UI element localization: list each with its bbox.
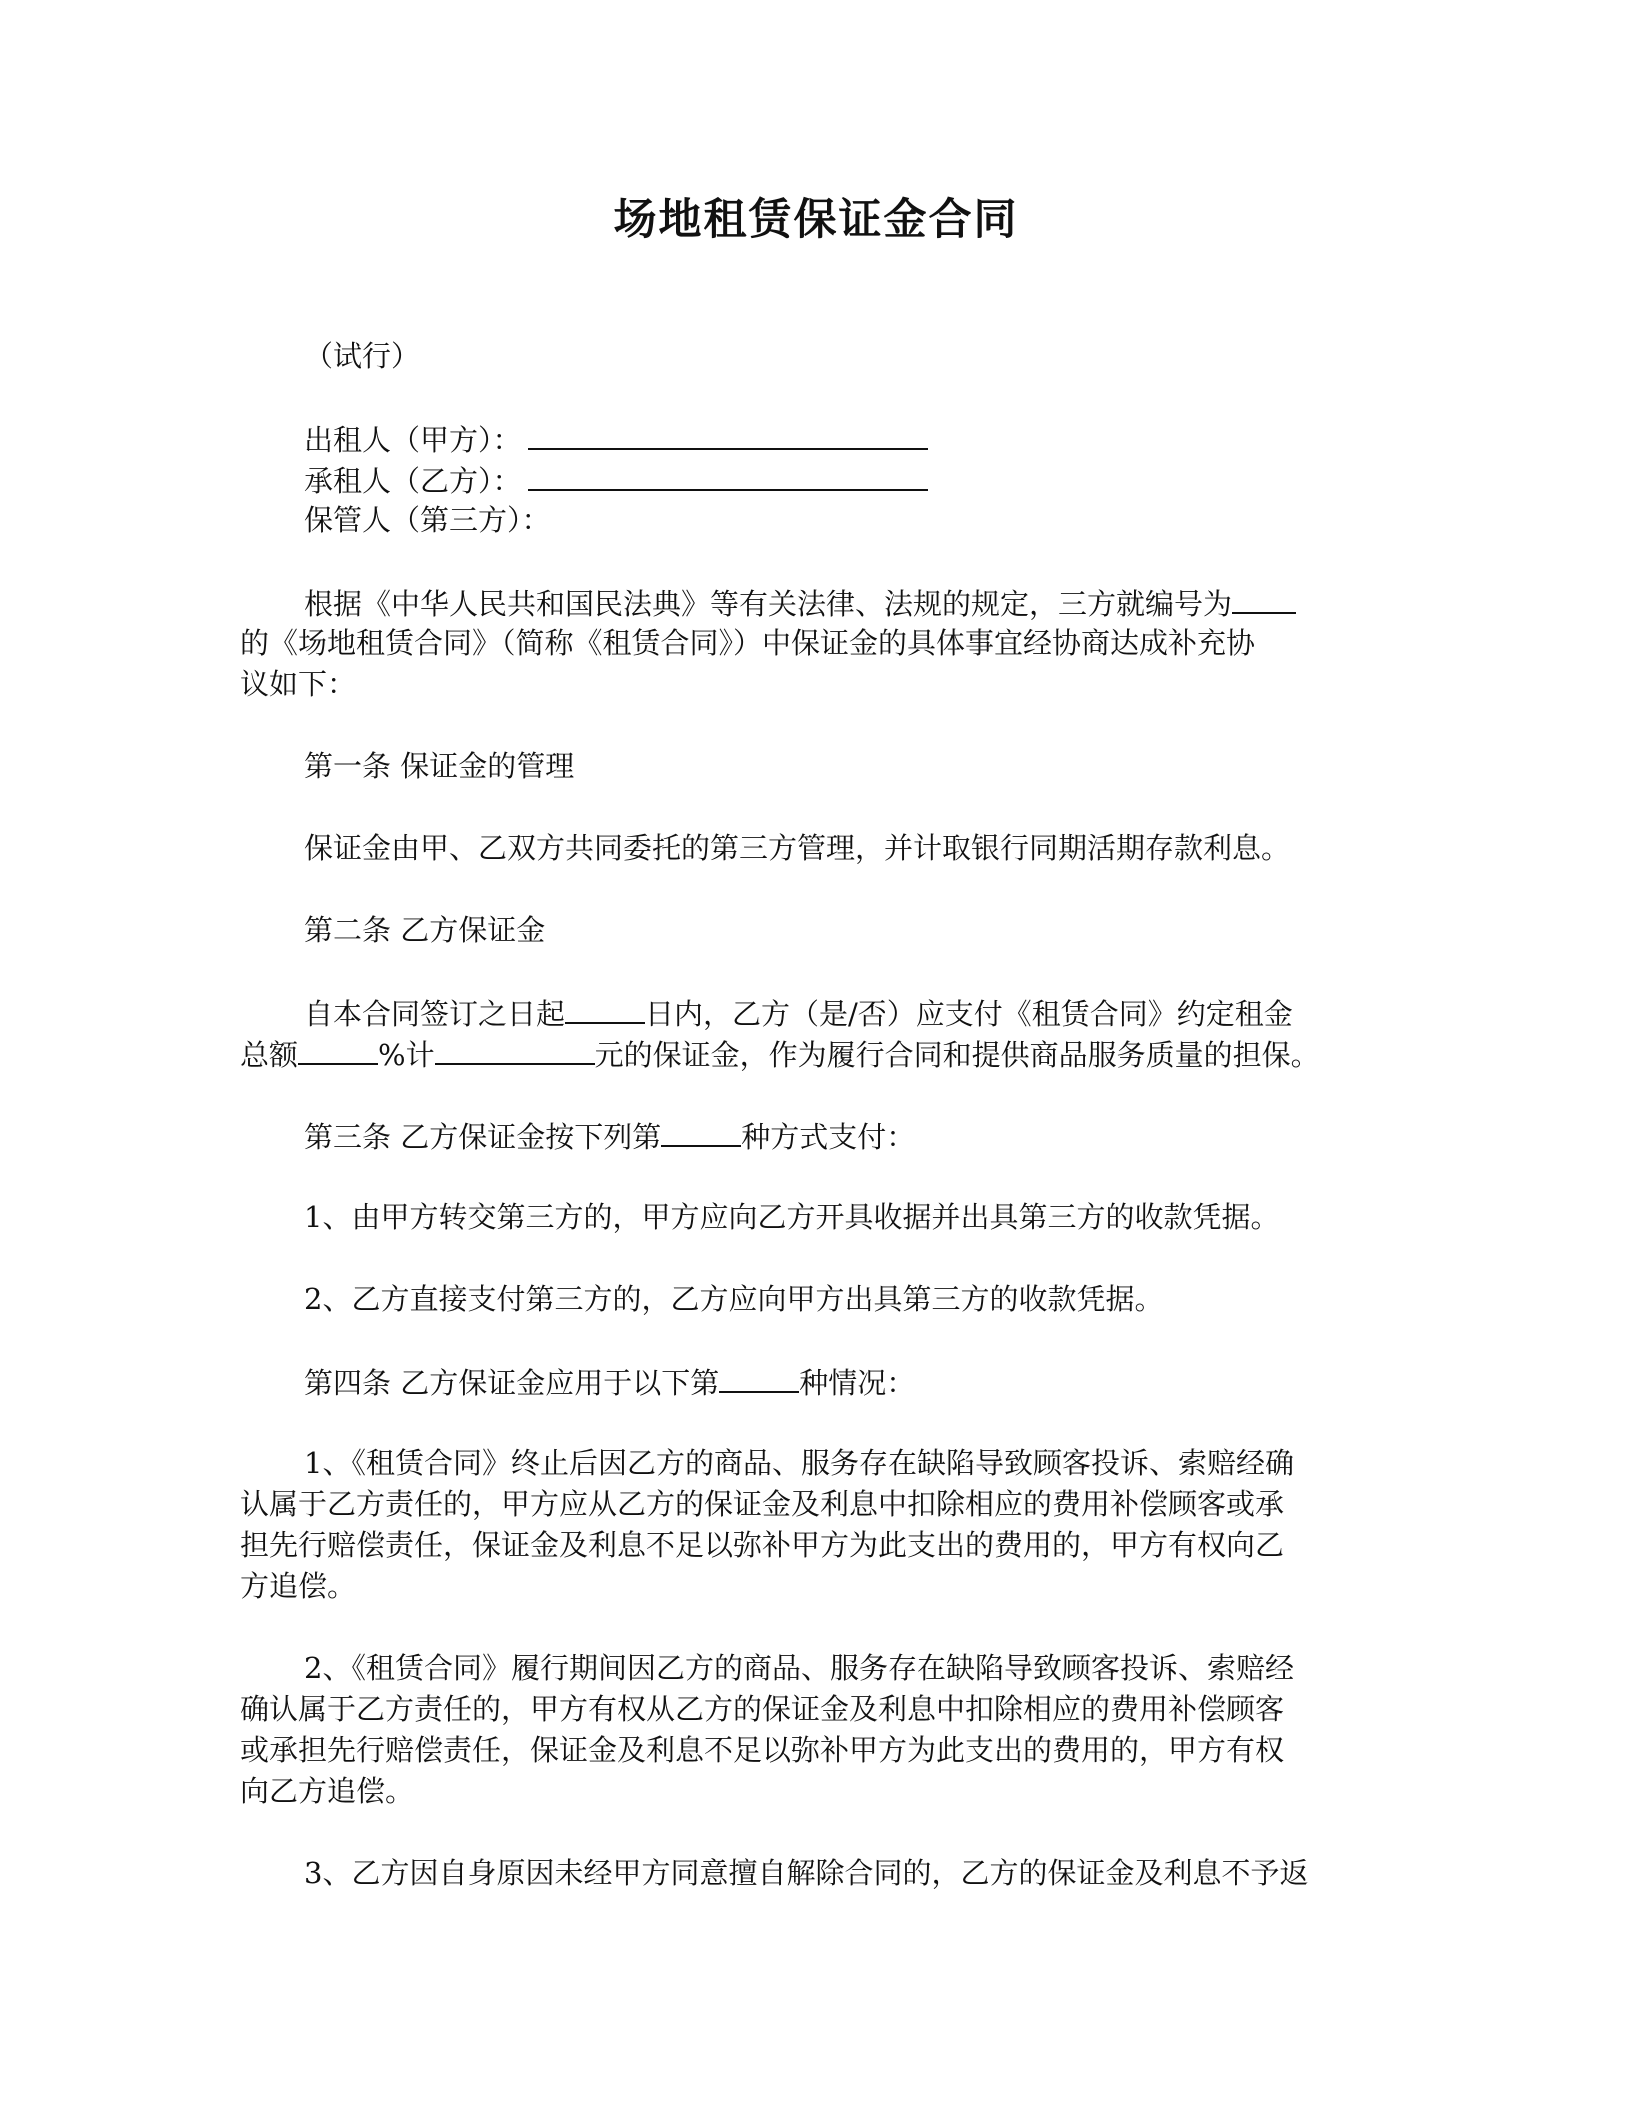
article-4-item-2-line-3: 或承担先行赔偿责任，保证金及利息不足以弥补甲方为此支出的费用的，甲方有权 — [240, 1733, 1285, 1767]
lessee-label: 承租人（乙方）： — [304, 464, 522, 498]
article-4-item-2-line-4: 向乙方追偿。 — [240, 1774, 415, 1808]
article-4-item-2-line-1: 2、《租赁合同》履行期间因乙方的商品、服务存在缺陷导致顾客投诉、索赔经 — [304, 1651, 1294, 1685]
article-2-text-1a: 自本合同签订之日起 — [304, 997, 566, 1031]
usage-case-blank — [719, 1361, 799, 1393]
article-2-line-1 — [304, 992, 1444, 1035]
article-2-heading: 第二条 乙方保证金 — [304, 913, 546, 947]
article-2-text-2a: 总额 — [240, 1038, 299, 1072]
article-4-item-3-line-1: 3、乙方因自身原因未经甲方同意擅自解除合同的，乙方的保证金及利息不予返 — [304, 1856, 1309, 1890]
intro-text-1: 根据《中华人民共和国民法典》等有关法律、法规的规定，三方就编号为 — [304, 587, 1233, 621]
article-3-text-b: 种方式支付： — [741, 1120, 916, 1154]
contract-number-blank — [1232, 582, 1296, 614]
article-3-text-a: 第三条 乙方保证金按下列第 — [304, 1120, 662, 1154]
article-4-text-a: 第四条 乙方保证金应用于以下第 — [304, 1366, 720, 1400]
percent-blank — [298, 1033, 378, 1065]
trial-label: （试行） — [304, 339, 421, 373]
article-2-text-2c: 元的保证金，作为履行合同和提供商品服务质量的担保。 — [594, 1038, 1320, 1072]
article-4-item-2-line-2: 确认属于乙方责任的，甲方有权从乙方的保证金及利息中扣除相应的费用补偿顾客 — [240, 1692, 1285, 1726]
intro-line-2: 的《场地租赁合同》（简称《租赁合同》）中保证金的具体事宜经协商达成补充协 — [240, 626, 1256, 660]
article-3-heading — [304, 1115, 1444, 1158]
lessee-blank — [528, 459, 928, 491]
article-2-text-1b: 日内，乙方（是/否）应支付《租赁合同》约定租金 — [645, 997, 1293, 1031]
days-blank — [565, 992, 645, 1024]
article-2-line-2 — [240, 1033, 1380, 1076]
article-4-heading — [304, 1361, 1444, 1404]
article-4-text-b: 种情况： — [799, 1366, 916, 1400]
article-3-item-1: 1、由甲方转交第三方的，甲方应向乙方开具收据并出具第三方的收款凭据。 — [304, 1200, 1280, 1234]
lessor-line — [304, 418, 1444, 461]
article-3-item-2: 2、乙方直接支付第三方的，乙方应向甲方出具第三方的收款凭据。 — [304, 1282, 1164, 1316]
document-title: 场地租赁保证金合同 — [613, 195, 1019, 245]
article-2-text-2b: %计 — [378, 1038, 435, 1072]
intro-line-3: 议如下： — [240, 667, 357, 701]
article-1-body: 保证金由甲、乙双方共同委托的第三方管理，并计取银行同期活期存款利息。 — [304, 831, 1291, 865]
custodian-line — [304, 500, 1444, 541]
lessee-line — [304, 459, 1444, 502]
lessor-label: 出租人（甲方）： — [304, 423, 522, 457]
payment-method-blank — [661, 1115, 741, 1147]
lessor-blank — [528, 418, 928, 450]
article-4-item-1-line-2: 认属于乙方责任的，甲方应从乙方的保证金及利息中扣除相应的费用补偿顾客或承 — [240, 1487, 1285, 1521]
article-4-item-1-line-1: 1、《租赁合同》终止后因乙方的商品、服务存在缺陷导致顾客投诉、索赔经确 — [304, 1446, 1294, 1480]
amount-blank — [435, 1033, 595, 1065]
article-4-item-1-line-4: 方追偿。 — [240, 1569, 357, 1603]
article-4-item-1-line-3: 担先行赔偿责任，保证金及利息不足以弥补甲方为此支出的费用的，甲方有权向乙 — [240, 1528, 1285, 1562]
intro-line-1 — [304, 582, 1444, 625]
article-1-heading: 第一条 保证金的管理 — [304, 749, 575, 783]
custodian-label: 保管人（第三方）： — [304, 503, 551, 537]
